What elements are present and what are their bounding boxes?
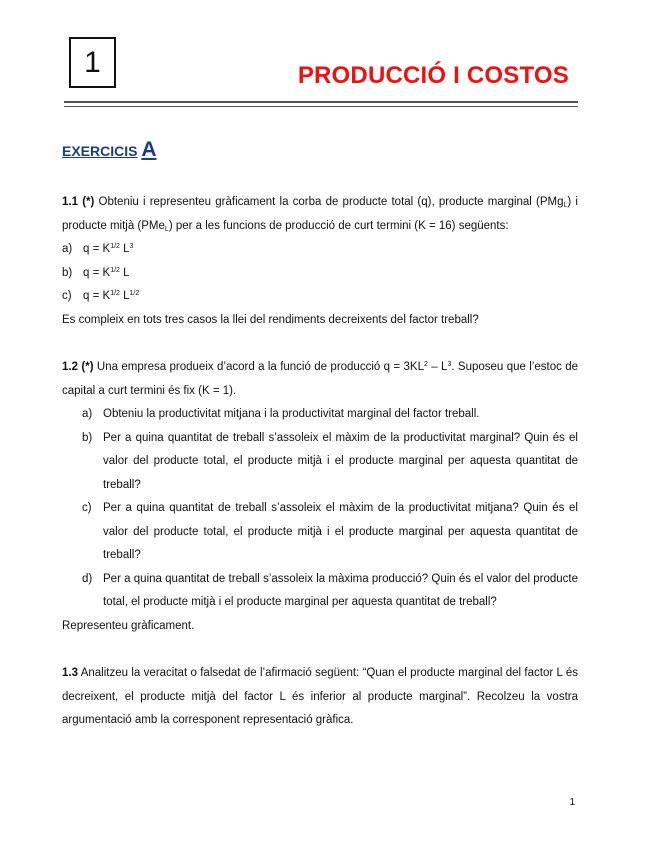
- chapter-number-box: 1: [69, 37, 116, 88]
- formula-list: [62, 238, 578, 309]
- exercise-1-3: [62, 662, 578, 733]
- section-heading: [62, 138, 157, 162]
- exercise-1-2: [62, 356, 578, 638]
- exercise-marker: (*): [81, 361, 94, 373]
- section-letter: A: [141, 138, 157, 161]
- exercise-1-2-closing: Representeu gràficament.: [62, 619, 195, 632]
- subquestion-item: d) Per a quina quantitat de treball s’assoleix la màxima producció? Quin és el valor del producte total, el producte mitjà i el producte marginal per aquesta quantitat de treball?: [82, 572, 578, 608]
- exercise-1-1: [62, 191, 578, 332]
- exercise-1-3-statement: 1.3 Analitzeu la veracitat o falsedat de l’afirmació següent: “Quan el producte marginal del factor L és decreixent, el producte mitjà del factor L és inferior al producte marginal”. Recolzeu la vostra argumentació amb la corresponent representació gràfica.: [62, 667, 579, 726]
- formula-item: c) $q = K^{1/2}$ $L^{1/2}$: [62, 290, 140, 302]
- subquestion-list: [62, 403, 578, 615]
- section-label: EXERCICIS: [62, 143, 138, 159]
- title-rule-thin: [64, 106, 578, 107]
- exercise-marker: (*): [82, 196, 95, 208]
- subquestion-item: c) Per a quina quantitat de treball s’assoleix el màxim de la productivitat mitjana? Quin és el valor del producte total, el producte mitjà i el producte marginal per aquesta quantitat de treball?: [82, 502, 578, 561]
- exercise-1-1-statement: 1.1 (*) Obteniu i representeu gràficament la corba de producte total (q), producte marginal (PMg$_L$) i producte mitjà (PMe$_L$) per a les funcions de producció de curt termini (K = 16) següents:: [62, 196, 578, 233]
- subquestion-item: b) Per a quina quantitat de treball s’assoleix el màxim de la productivitat marginal? Quin és el valor del producte total, el producte mitjà i el producte marginal per aquesta quantitat de treball?: [82, 431, 578, 491]
- exercise-list: [62, 191, 578, 757]
- exercise-1-2-statement: 1.2 (*) Una empresa produeix d’acord a la funció de producció $q = 3KL^2 - L^3$. Suposeu que l’estoc de capital a curt termini és fix (K = 1).: [62, 361, 579, 397]
- chapter-title: PRODUCCIÓ I COSTOS: [297, 62, 569, 89]
- formula-item: b) $q = K^{1/2}$ L: [62, 266, 130, 279]
- exercise-number: 1.2: [62, 361, 78, 373]
- exercise-1-1-question: Es compleix en tots tres casos la llei del rendiments decreixents del factor treball?: [62, 313, 479, 326]
- exercise-number: 1.1: [62, 196, 78, 208]
- formula-item: a) $q = K^{1/2}$ $L^3$: [62, 243, 134, 255]
- title-rule-thick: [64, 101, 578, 103]
- exercise-number: 1.3: [62, 667, 78, 679]
- page-number: 1: [569, 797, 575, 808]
- subquestion-item: a) Obteniu la productivitat mitjana i la productivitat marginal del factor treball.: [82, 408, 480, 420]
